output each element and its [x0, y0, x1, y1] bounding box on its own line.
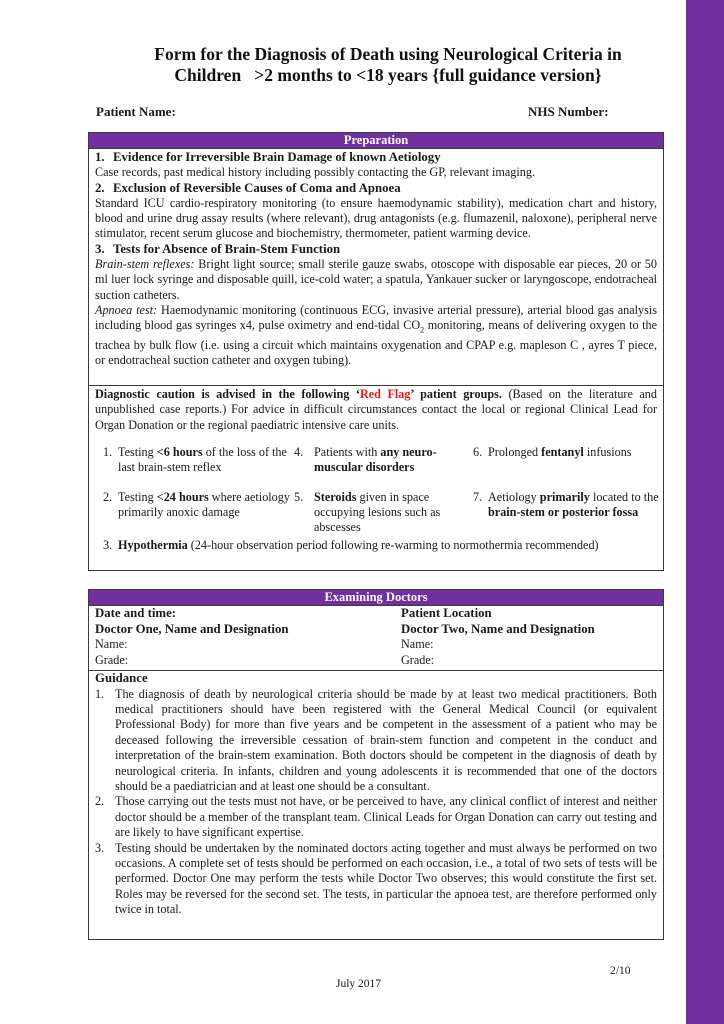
date-time-label: Date and time: — [95, 606, 177, 620]
page-number: 2/10 — [610, 965, 631, 977]
red-flag-list: 1. Testing <6 hours of the loss of the last brain-stem reflex 2. Testing <24 hours where aetiology primarily anoxic damage 3. Hypothermia (24-hour observation period following re-warming to normothermia recommended) 4. Patients with any neuro-muscular disorders 5. Steroids given in space occupying lesions such as abscesses 6. Prolonged fentanyl infusions 7. Aetiology primarily located to the brain-stem or posterior fossa — [103, 444, 659, 552]
prep-text-1: Case records, past medical history including possibly contacting the GP, relevant imaging. — [95, 165, 536, 180]
red-flag-intro: Diagnostic caution is advised in the following ‘Red Flag’ patient groups. (Based on the literature and unpublished case reports.) For advice in difficult circumstances contact the local or regional Clinical Lead for Organ Donation or the regional paediatric intensive care units. — [95, 387, 657, 432]
apnoea-test-text: Apnoea test: Haemodynamic monitoring (continuous ECG, invasive arterial pressure), arterial blood gas analysis including blood gas syringes x4, pulse oximetry and end-tidal $CO_2$ monitoring, means of delivering oxygen to the trachea by bulk flow (i.e. using a circuit which maintains oxygenation and CPAP e.g. mapleson C , ayres T piece, or endotracheal suction catheter and oxygen tubing). — [95, 302, 657, 368]
guidance-item: 1. The diagnosis of death by neurological criteria should be made by at least two medical practitioners. Both medical practitioners should have been registered with the General Medical Council (or equivalent Professional Body) for more than five years and be competent in the assessment of a patient who may be deceased following the irreversible cessation of brain-stem function and competent in the conduct and interpretation of the brain-stem examination. Both doctors should be competent in the diagnosis of death by neurological criteria. In infants, children and young adolescents it is recommended that one of the doctors should be a paediatrician and at least one should be a consultant. — [95, 686, 657, 793]
patient-name-label: Patient Name: — [96, 104, 176, 119]
prep-heading-3: 3. Tests for Absence of Brain-Stem Function — [95, 241, 341, 256]
guidance-list — [89, 687, 663, 918]
preparation-header: Preparation — [89, 133, 663, 149]
red-flag-highlight: Red Flag — [359, 387, 411, 401]
patient-location-label: Patient Location — [401, 606, 492, 620]
doctor-two-label: Doctor Two, Name and Designation — [401, 621, 595, 636]
patient-info-row — [96, 104, 616, 120]
guidance-item: 3. Testing should be undertaken by the nominated doctors acting together and must always be performed on two occasions. A complete set of tests should be performed on each occasion, i.e., a total of two sets of tests will be performed. Doctor One may perform the tests while Doctor Two observes; this would constitute the first set. Roles may be reversed for the second set. The tests, in particular the apnoea test, are therefore performed only twice in total. — [95, 840, 657, 917]
side-color-strip — [686, 0, 724, 1024]
title-line-1: Form for the Diagnosis of Death using Neurological Criteria in — [154, 44, 622, 64]
doctor-two-name-field[interactable]: Name: — [401, 637, 434, 651]
prep-heading-2: 2. Exclusion of Reversible Causes of Coma and Apnoea — [95, 180, 401, 195]
doctor-two-grade-field[interactable]: Grade: — [401, 652, 435, 667]
guidance-title: Guidance — [95, 671, 148, 685]
footer-date: July 2017 — [336, 978, 382, 990]
examining-doctors-section — [88, 589, 664, 940]
brainstem-reflexes-text: Brain-stem reflexes: Bright light source; small sterile gauze swabs, otoscope with disposable ear pieces, 20 or 50 ml luer lock syringe and disposable quill, ice-cold water; a spatula, Yankauer sucker or laryngoscope, endotracheal suction catheters. — [95, 257, 657, 302]
page-title — [90, 44, 686, 86]
doctor-one-name-field[interactable]: Name: — [95, 637, 128, 651]
title-line-2: Children >2 months to <18 years {full guidance version} — [174, 65, 602, 85]
prep-heading-1: 1. Evidence for Irreversible Brain Damage of known Aetiology — [95, 150, 441, 164]
doctor-one-grade-field[interactable]: Grade: — [95, 652, 129, 667]
prep-text-2: Standard ICU cardio-respiratory monitoring (to ensure haemodynamic stability), medication chart and history, blood and urine drug assay results (where relevant), drug antagonists (e.g. flumazenil, naloxone), peripheral nerve stimulator, recent serum glucose and biochemistry, thermometer, patient warming device. — [95, 195, 657, 241]
doctor-details-grid — [89, 606, 663, 668]
preparation-section — [88, 132, 664, 386]
nhs-number-label: NHS Number: — [528, 104, 609, 119]
examining-doctors-header: Examining Doctors — [89, 590, 663, 606]
red-flag-section — [88, 385, 664, 571]
guidance-item: 2. Those carrying out the tests must not have, or be perceived to have, any clinical conflict of interest and neither doctor should be a member of the transplant team. Clinical Leads for Organ Donation can carry out testing and are likely to have significant expertise. — [95, 794, 657, 840]
doctor-one-label: Doctor One, Name and Designation — [95, 621, 289, 636]
